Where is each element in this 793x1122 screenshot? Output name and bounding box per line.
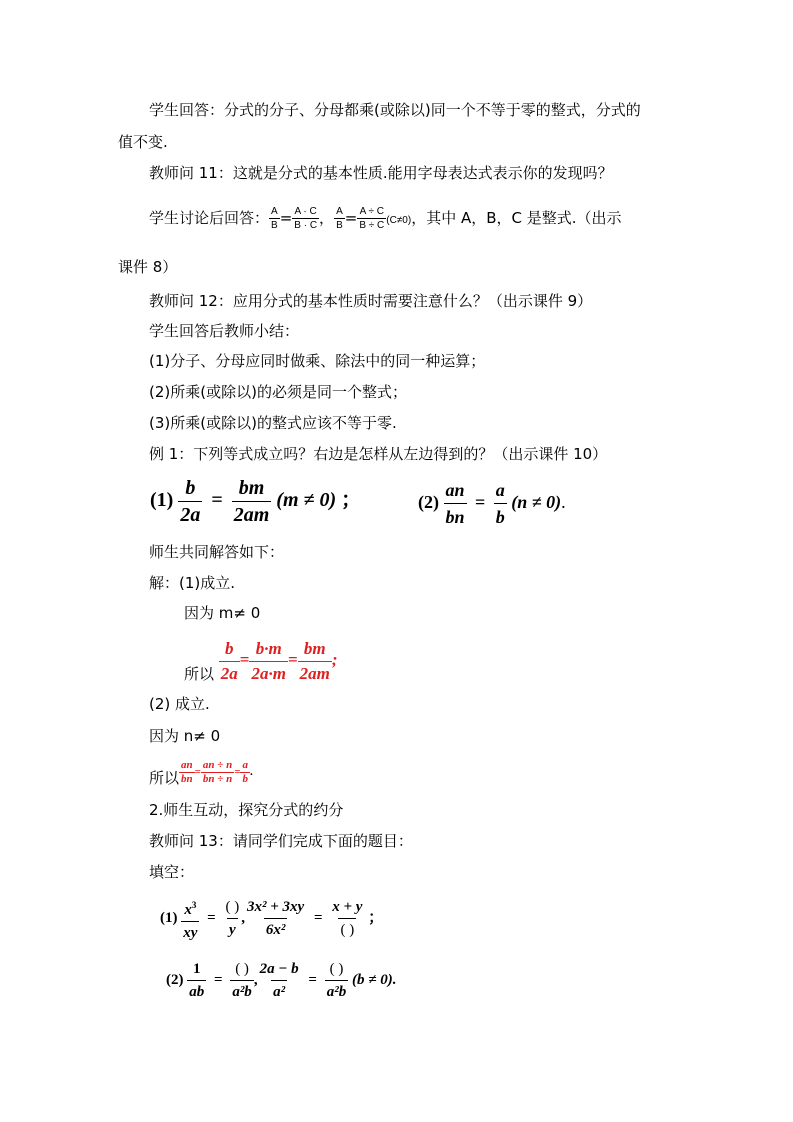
summary-item-1: (1)分子、分母应同时做乘、除法中的同一种运算； (149, 352, 486, 370)
fill-row-2-condition: (b ≠ 0). (351, 972, 397, 988)
eq2-label: (2) (418, 492, 439, 512)
frac-xy-over-blank: $\frac{x + y}{( )}$ (330, 896, 364, 941)
fraction-a-over-b-2: $\frac{A}{B}$ (336, 206, 343, 231)
fill-row-2: (2) $\frac{1}{ab}$ = $\frac{( )}{\text{a²b}}$ , $\frac{2a - b}{\text{a²}}$ = $\frac{( )}{\text{a²b}}$ (b ≠ 0). (166, 952, 396, 1008)
student-answer-line1: 学生回答：分式的分子、分母都乘(或除以)同一个不等于零的整式，分式的 (149, 101, 641, 119)
eq2-fraction-right: $\frac{a}{b}$ (494, 477, 507, 530)
frac-wide-blank-over-a2b: $\frac{( )}{\text{a²b}}$ (325, 958, 349, 1003)
fill-row-2-label: (2) (166, 972, 184, 988)
eq2-end: . (561, 492, 566, 512)
solution-intro: 师生共同解答如下： (149, 543, 285, 561)
red-equation-2: $\frac{an}{bn}$ = $\frac{an \div n}{bn \div n}$ = $\frac{a}{b}$ . (181, 758, 253, 785)
comma-sep-1: , (241, 910, 245, 926)
teacher-question-13: 教师问 13：请同学们完成下面的题目： (149, 832, 413, 850)
red-frac-an-bn: $\frac{an}{bn}$ (181, 758, 193, 785)
equals-sign: = (279, 209, 293, 227)
solution-1-heading: 解：(1)成立. (149, 574, 236, 592)
fill-row-1: (1) $\frac{x^3}{xy}$ = $\frac{( )}{y}$ , $\frac{\text{3x² + 3xy}}{\text{6x²}}$ = $\frac{x + y}{( )}$ ； (160, 890, 383, 946)
fraction-a-over-b: $\frac{A}{B}$ (271, 206, 278, 231)
summary-intro: 学生回答后教师小结： (149, 322, 300, 340)
solution-1-derivation (184, 632, 338, 702)
section-2-heading: 2.师生互动，探究分式的约分 (149, 801, 344, 819)
red-frac-bm-2am: $\frac{b\cdot m}{2a\cdot m}$ (249, 637, 287, 686)
frac-x3-xy: $\frac{x^3}{xy}$ (181, 894, 199, 944)
eq1-fraction-right: $\frac{bm}{2am}$ (233, 476, 270, 526)
red-frac-an-div-n: $\frac{an \div n}{bn \div n}$ (202, 758, 233, 785)
fill-in-title: 填空： (149, 863, 195, 881)
red-frac-b-2a: $\frac{b}{2a}$ (219, 637, 240, 686)
frac-blank-over-a2b: $\frac{( )}{\text{a²b}}$ (230, 958, 254, 1003)
answer-prefix: 学生讨论后回答： (149, 209, 270, 227)
solution-2-derivation (149, 752, 253, 796)
comma-sep-2: , (253, 972, 258, 988)
eq1-end: ； (341, 489, 362, 511)
so-label-2: 所以 (149, 769, 180, 787)
solution-2-heading: (2) 成立. (149, 695, 210, 713)
frac-3x2-3xy-over-6x2: $\frac{\text{3x² + 3xy}}{\text{6x²}}$ (245, 896, 306, 941)
eq1-fraction-left: $\frac{b}{2a}$ (180, 476, 201, 526)
example-1-equation-2: (2) $\frac{an}{bn}$ = $\frac{a}{b}$ (n ≠ 0). (418, 474, 566, 530)
student-answer-line2: 值不变. (118, 133, 168, 151)
frac-1-over-ab: $\frac{1}{ab}$ (187, 958, 206, 1003)
example-1-prompt: 例 1：下列等式成立吗？右边是怎样从左边得到的？（出示课件 10） (149, 445, 608, 463)
fraction-a-div-c-over-b-div-c: $\frac{A \div C}{B \div C}$ (359, 206, 385, 231)
summary-item-2: (2)所乘(或除以)的必须是同一个整式； (149, 383, 407, 401)
eq2-fraction-left: $\frac{an}{bn}$ (444, 477, 467, 530)
red-equation-1: $\frac{b}{2a}$ = $\frac{b\cdot m}{2a\cdot m}$ = $\frac{bm}{2am}$ ; (219, 650, 338, 669)
comma: ， (319, 209, 335, 227)
teacher-question-11: 教师问 11：这就是分式的基本性质.能用字母表达式表示你的发现吗？ (149, 164, 613, 182)
red-end-2: . (249, 766, 253, 778)
condition-c-nonzero: (C≠0) (386, 215, 412, 226)
fraction-ac-over-bc: $\frac{A \cdot C}{B \cdot C}$ (294, 206, 318, 231)
teacher-question-12: 教师问 12：应用分式的基本性质时需要注意什么？（出示课件 9） (149, 292, 593, 310)
so-label-1: 所以 (184, 665, 215, 683)
solution-2-because: 因为 n≠ 0 (149, 727, 221, 745)
frac-2a-b-over-a2: $\frac{2a - b}{\text{a²}}$ (258, 958, 301, 1003)
courseware-8: 课件 8） (118, 258, 178, 276)
answer-suffix: ，其中 A，B，C 是整式.（出示 (411, 209, 622, 227)
fill-row-1-end: ； (368, 910, 384, 926)
red-end-1: ; (331, 650, 338, 669)
red-frac-bm-2am-result: $\frac{bm}{2am}$ (298, 637, 332, 686)
eq2-condition: (n ≠ 0) (511, 492, 562, 512)
eq1-condition: (m ≠ 0) (276, 489, 337, 511)
equals-sign-2: = (344, 209, 358, 227)
fill-row-1-label: (1) (160, 910, 178, 926)
frac-blank-over-y: $\frac{( )}{y}$ (223, 896, 241, 941)
summary-item-3: (3)所乘(或除以)的整式应该不等于零. (149, 414, 397, 432)
example-1-equation-1: (1) $\frac{b}{2a}$ = $\frac{bm}{2am}$ (m ≠ 0) ； (150, 476, 362, 526)
solution-1-because: 因为 m≠ 0 (184, 604, 261, 622)
eq1-label: (1) (150, 489, 174, 511)
student-discussion-answer (149, 202, 622, 237)
red-frac-a-b: $\frac{a}{b}$ (242, 758, 248, 785)
